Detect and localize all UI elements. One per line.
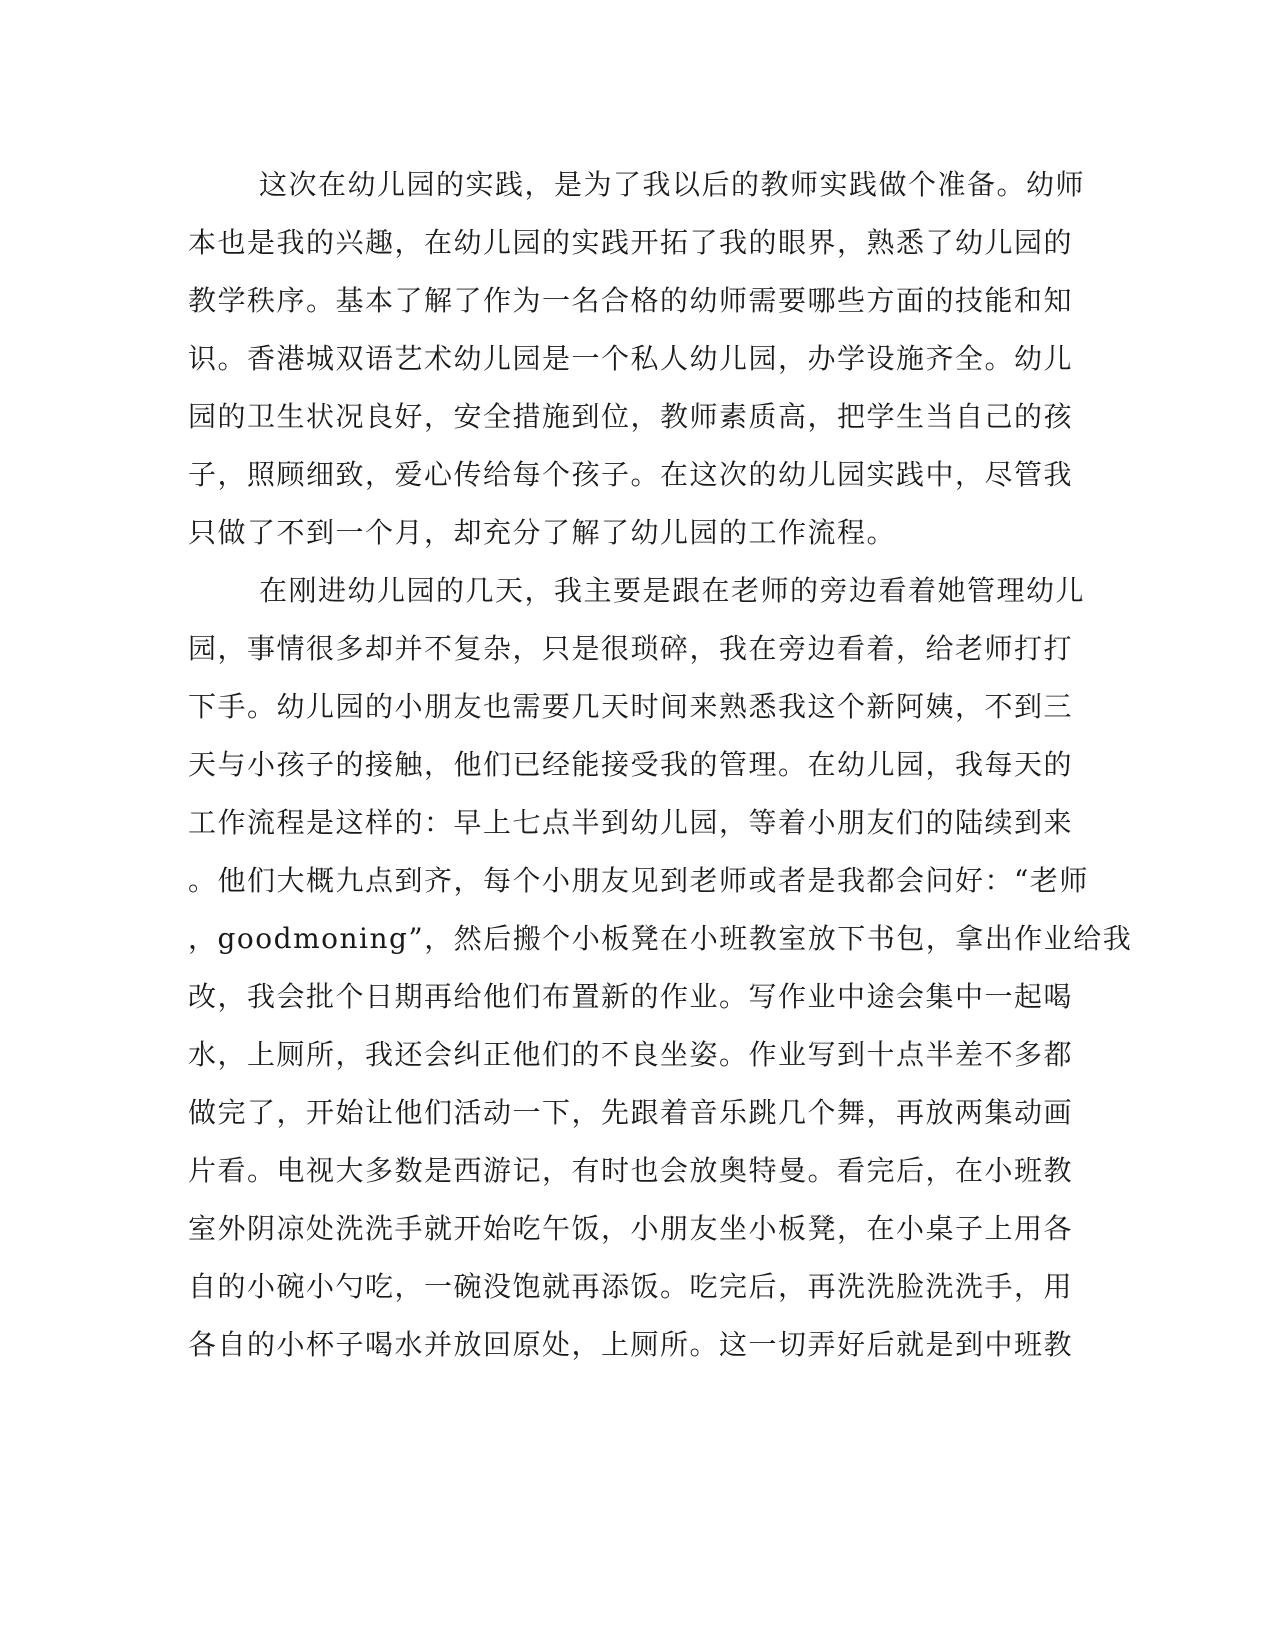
paragraph-1-line-4: 识。香港城双语艺术幼儿园是一个私人幼儿园，办学设施齐全。幼儿	[188, 342, 1074, 375]
paragraph-2-line-9: 水，上厕所，我还会纠正他们的不良坐姿。作业写到十点半差不多都	[188, 1038, 1074, 1071]
paragraph-2-line-1: 在刚进幼儿园的几天，我主要是跟在老师的旁边看着她管理幼儿	[259, 574, 1086, 607]
paragraph-2-line-11: 片看。电视大多数是西游记，有时也会放奥特曼。看完后，在小班教	[188, 1154, 1074, 1187]
paragraph-2-line-7: ，goodmoning”，然后搬个小板凳在小班教室放下书包，拿出作业给我	[188, 922, 1133, 955]
paragraph-2-line-13: 自的小碗小勺吃，一碗没饱就再添饭。吃完后，再洗洗脸洗洗手，用	[188, 1270, 1074, 1303]
paragraph-1-line-5: 园的卫生状况良好，安全措施到位，教师素质高，把学生当自己的孩	[188, 400, 1074, 433]
paragraph-1-line-7: 只做了不到一个月，却充分了解了幼儿园的工作流程。	[188, 516, 897, 549]
paragraph-2-line-5: 工作流程是这样的：早上七点半到幼儿园，等着小朋友们的陆续到来	[188, 806, 1074, 839]
paragraph-2-line-2: 园，事情很多却并不复杂，只是很琐碎，我在旁边看着，给老师打打	[188, 632, 1074, 665]
paragraph-1-line-2: 本也是我的兴趣，在幼儿园的实践开拓了我的眼界，熟悉了幼儿园的	[188, 226, 1074, 259]
paragraph-1-line-6: 子，照顾细致，爱心传给每个孩子。在这次的幼儿园实践中，尽管我	[188, 458, 1074, 491]
paragraph-1-line-3: 教学秩序。基本了解了作为一名合格的幼师需要哪些方面的技能和知	[188, 284, 1074, 317]
paragraph-2-line-4: 天与小孩子的接触，他们已经能接受我的管理。在幼儿园，我每天的	[188, 748, 1074, 781]
paragraph-1-line-1: 这次在幼儿园的实践，是为了我以后的教师实践做个准备。幼师	[259, 168, 1086, 201]
paragraph-2-line-10: 做完了，开始让他们活动一下，先跟着音乐跳几个舞，再放两集动画	[188, 1096, 1074, 1129]
paragraph-2-line-14: 各自的小杯子喝水并放回原处，上厕所。这一切弄好后就是到中班教	[188, 1328, 1074, 1361]
paragraph-2-line-12: 室外阴凉处洗洗手就开始吃午饭，小朋友坐小板凳，在小桌子上用各	[188, 1212, 1074, 1245]
paragraph-2-line-8: 改，我会批个日期再给他们布置新的作业。写作业中途会集中一起喝	[188, 980, 1074, 1013]
paragraph-2-line-3: 下手。幼儿园的小朋友也需要几天时间来熟悉我这个新阿姨，不到三	[188, 690, 1074, 723]
paragraph-2-line-6: 。他们大概九点到齐，每个小朋友见到老师或者是我都会问好：“老师	[188, 864, 1089, 897]
